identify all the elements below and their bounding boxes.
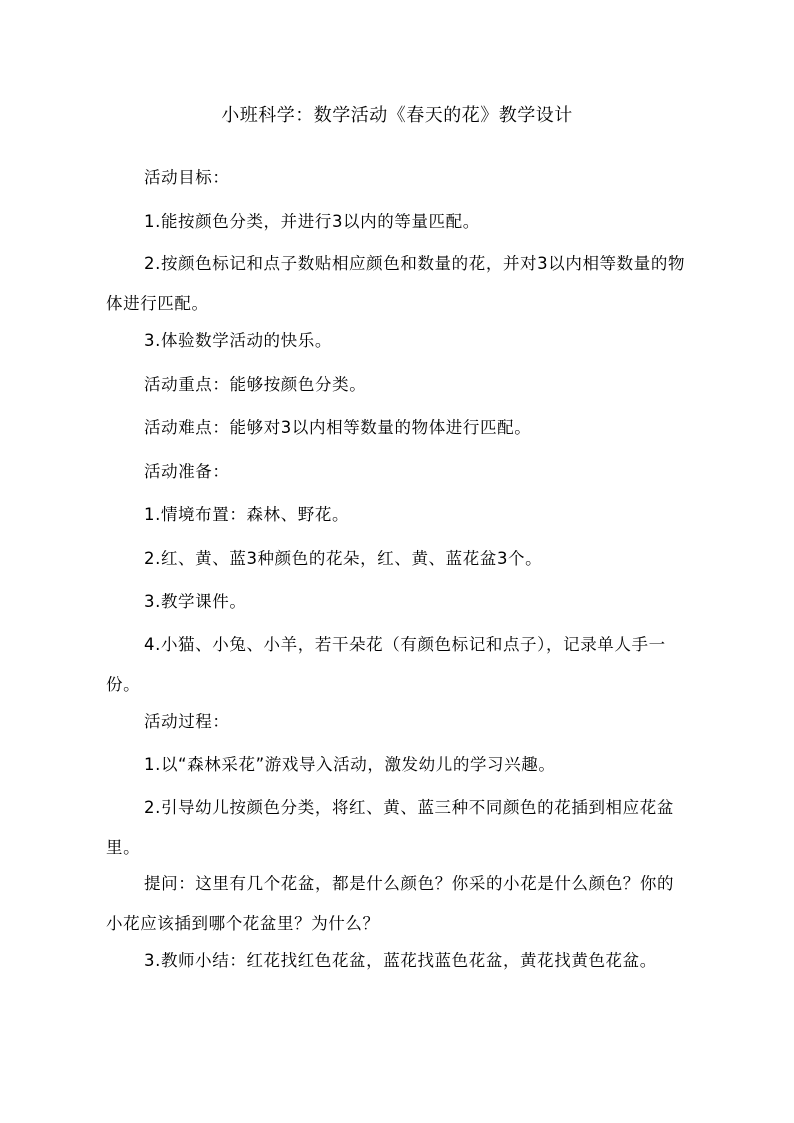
section-heading-preparation: 活动准备： <box>144 461 230 481</box>
paragraph: 1.情境布置：森林、野花。 <box>144 505 350 524</box>
paragraph-question: 提问：这里有几个花盆，都是什么颜色？你采的小花是什么颜色？你的小花应该插到哪个花盆里？为什么？ <box>106 873 675 933</box>
paragraph-summary: 3.教师小结：红花找红色花盆，蓝花找蓝色花盆，黄花找黄色花盆。 <box>144 950 657 970</box>
paragraph: 2.引导幼儿按颜色分类，将红、黄、蓝三种不同颜色的花插到相应花盆里。 <box>106 797 674 857</box>
section-heading-process: 活动过程： <box>144 711 230 731</box>
paragraph: 2.按颜色标记和点子数贴相应颜色和数量的花，并对3以内相等数量的物体进行匹配。 <box>106 254 686 313</box>
paragraph-key-point: 活动重点：能够按颜色分类。 <box>144 374 367 394</box>
paragraph: 2.红、黄、蓝3种颜色的花朵，红、黄、蓝花盆3个。 <box>144 548 543 568</box>
paragraph: 1.以“森林采花”游戏导入活动，激发幼儿的学习兴趣。 <box>144 755 556 774</box>
section-heading-goals: 活动目标： <box>144 168 230 187</box>
document-body <box>106 165 690 991</box>
paragraph: 1.能按颜色分类，并进行3以内的等量匹配。 <box>144 211 480 231</box>
paragraph: 3.体验数学活动的快乐。 <box>144 331 332 350</box>
document-title: 小班科学：数学活动《春天的花》教学设计 <box>221 105 573 126</box>
paragraph: 3.教学课件。 <box>144 592 247 611</box>
paragraph: 4.小猫、小兔、小羊，若干朵花（有颜色标记和点子），记录单人手一份。 <box>106 634 666 694</box>
paragraph-difficulty: 活动难点：能够对3以内相等数量的物体进行匹配。 <box>144 418 532 437</box>
